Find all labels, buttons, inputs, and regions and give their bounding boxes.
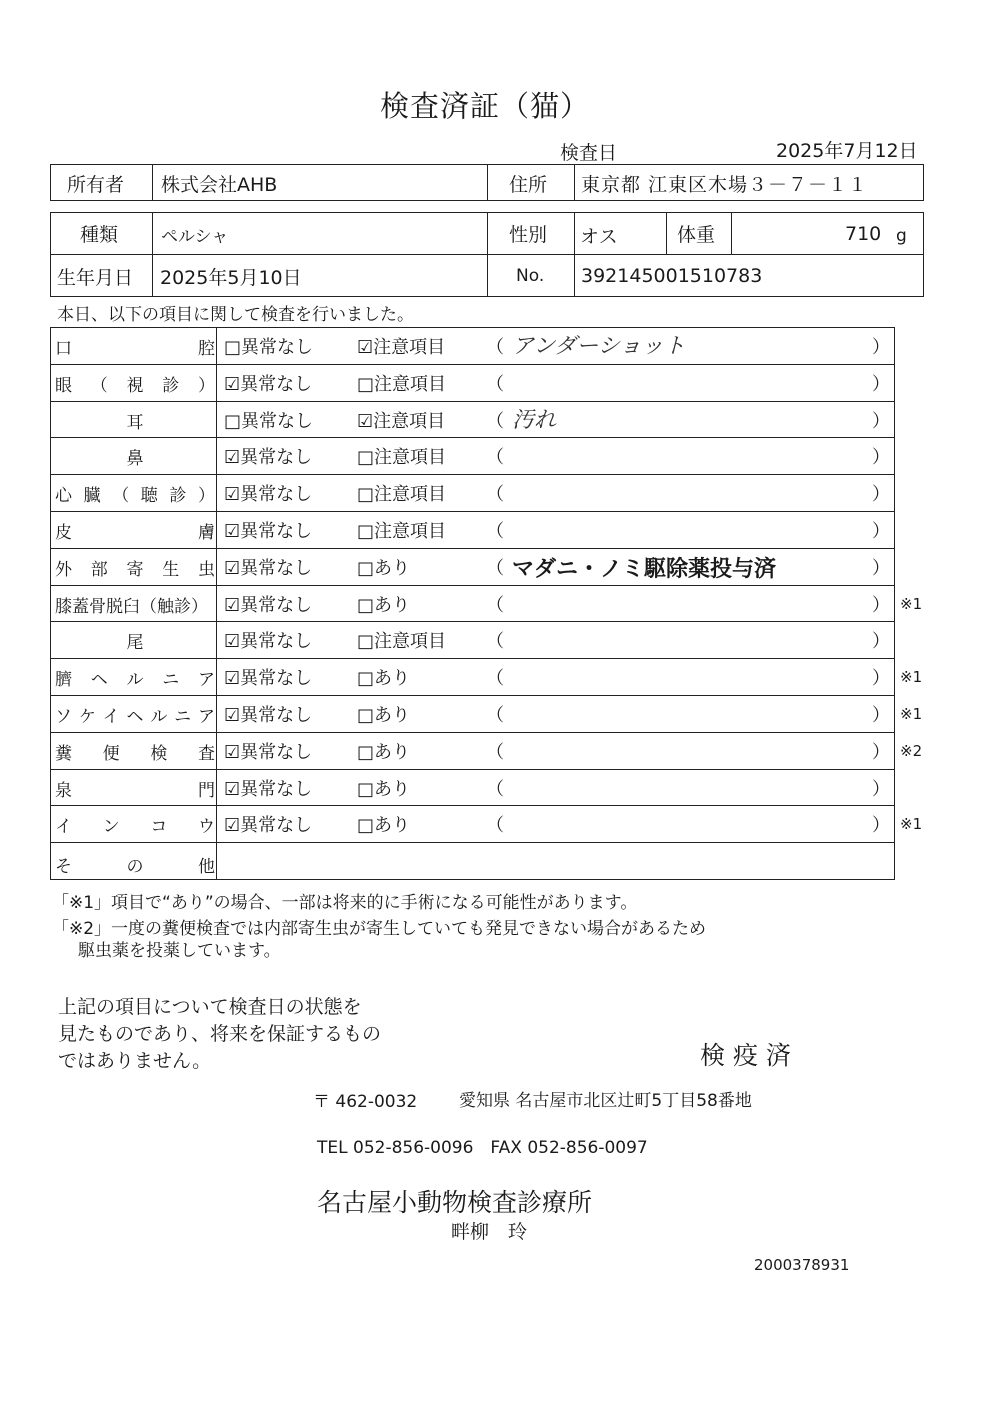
comment-open-paren: （ (486, 447, 504, 469)
row-label: 鼻 (126, 449, 144, 470)
checkbox-normal[interactable]: ☑異常なし (224, 631, 313, 653)
comment-close-paren: ） (872, 668, 890, 690)
row-note: ※1 (900, 815, 923, 834)
checkbox-normal[interactable]: ☑異常なし (224, 447, 313, 469)
checkbox-normal[interactable]: ☑異常なし (224, 778, 313, 800)
comment-open-paren: （ (486, 594, 504, 616)
birth-value: 2025年5月10日 (160, 267, 302, 289)
comment-close-paren: ） (872, 741, 890, 763)
disclaimer-line-1: 上記の項目について検査日の状態を (58, 996, 362, 1018)
table-row (50, 511, 895, 548)
birth-label: 生年月日 (57, 267, 134, 289)
table-row (50, 621, 895, 658)
address-value: 東京都 江東区木場３－７－１１ (581, 174, 869, 196)
breed-label: 種類 (80, 224, 119, 246)
comment-close-paren: ） (872, 815, 890, 837)
checkbox-normal[interactable]: □異常なし (224, 410, 314, 432)
table-row (50, 585, 923, 622)
row-label: 心 臓 （ 聴 診 ） (55, 486, 215, 507)
sex-label: 性別 (509, 224, 548, 246)
checkbox-caution[interactable]: □あり (357, 557, 411, 579)
address-label: 住所 (509, 174, 548, 196)
table-row (50, 805, 923, 842)
owner-value: 株式会社AHB (161, 174, 278, 196)
comment-open-paren: （ (486, 373, 504, 395)
checkbox-caution[interactable]: □あり (357, 705, 411, 726)
number-label: No. (516, 266, 545, 286)
comment-close-paren: ） (872, 778, 890, 800)
checkbox-normal[interactable]: ☑異常なし (224, 705, 313, 726)
table-row (50, 695, 923, 732)
table-row (50, 364, 895, 401)
comment-open-paren: （ (486, 484, 504, 506)
comment-open-paren: （ (486, 410, 504, 432)
breed-value: ペルシャ (161, 227, 229, 247)
checkbox-caution[interactable]: □注意項目 (357, 631, 447, 653)
other-label: そ の 他 (55, 857, 215, 877)
table-row (50, 401, 895, 438)
row-label: 膝蓋骨脱臼（触診） (55, 596, 208, 617)
checkbox-caution[interactable]: □あり (357, 815, 411, 837)
row-divider (50, 842, 895, 843)
row-note: ※1 (900, 705, 923, 723)
clinic-address: 愛知県 名古屋市北区辻町5丁目58番地 (459, 1091, 752, 1111)
row-label: 臍 ヘ ル ニ ア (55, 670, 215, 691)
comment-open-paren: （ (486, 778, 504, 800)
row-label: 糞 便 検 査 (55, 743, 215, 764)
checkbox-caution[interactable]: □あり (357, 778, 411, 800)
table-row (50, 732, 923, 769)
inspection-date-label: 検査日 (560, 142, 618, 164)
table-row (50, 769, 895, 806)
checkbox-caution[interactable]: □注意項目 (357, 373, 447, 395)
row-label: 泉 門 (55, 780, 215, 801)
checkbox-caution[interactable]: □注意項目 (357, 484, 447, 506)
checkbox-caution[interactable]: □注意項目 (357, 521, 447, 542)
serial-number: 2000378931 (754, 1256, 850, 1274)
checkbox-normal[interactable]: ☑異常なし (224, 373, 313, 395)
row-label: 口 腔 (55, 339, 215, 359)
intro-text: 本日、以下の項目に関して検査を行いました。 (57, 305, 414, 325)
sex-value: オス (580, 226, 618, 248)
table-row (50, 548, 895, 585)
comment-open-paren: （ (486, 668, 504, 690)
comment-close-paren: ） (872, 484, 890, 506)
comment-text: 汚れ (512, 407, 557, 433)
checkbox-caution[interactable]: □あり (357, 741, 411, 763)
comment-open-paren: （ (486, 631, 504, 653)
comment-close-paren: ） (872, 373, 890, 395)
row-label: 皮 膚 (55, 523, 215, 543)
comment-close-paren: ） (872, 705, 890, 726)
comment-open-paren: （ (486, 741, 504, 763)
checkbox-normal[interactable]: ☑異常なし (224, 741, 313, 763)
number-value: 392145001510783 (581, 265, 763, 287)
comment-open-paren: （ (486, 337, 504, 358)
row-note: ※2 (900, 741, 923, 760)
checkbox-caution[interactable]: □あり (357, 668, 411, 690)
comment-close-paren: ） (872, 337, 890, 358)
weight-label: 体重 (677, 224, 716, 246)
comment-text: アンダーショット (512, 334, 686, 359)
comment-close-paren: ） (872, 631, 890, 653)
checkbox-normal[interactable]: □異常なし (224, 337, 314, 358)
row-label: 尾 (126, 633, 144, 654)
table-row (50, 474, 895, 511)
comment-close-paren: ） (872, 594, 890, 616)
checkbox-normal[interactable]: ☑異常なし (224, 484, 313, 506)
owner-label: 所有者 (67, 174, 125, 196)
row-label: 外 部 寄 生 虫 (55, 559, 215, 580)
quarantine-stamp: 検 疫 済 (700, 1041, 791, 1070)
row-note: ※1 (900, 668, 923, 687)
comment-open-paren: （ (486, 557, 504, 579)
disclaimer-line-3: ではありません。 (58, 1050, 212, 1072)
table-row (50, 437, 895, 474)
comment-open-paren: （ (486, 705, 504, 726)
comment-open-paren: （ (486, 521, 504, 542)
weight-unit: g (896, 226, 907, 246)
clinic-name: 名古屋小動物検査診療所 (317, 1188, 593, 1217)
row-label: イ ン コ ウ (55, 817, 215, 838)
inspection-date: 2025年7月12日 (776, 140, 918, 162)
row-note: ※1 (900, 594, 923, 613)
comment-close-paren: ） (872, 410, 890, 432)
checkbox-caution[interactable]: □あり (357, 594, 411, 616)
row-label: ソ ケ イ ヘ ル ニ ア (55, 707, 215, 727)
footnote-2: 「※2」一度の糞便検査では内部寄生虫が寄生していても発見できない場合があるため (52, 919, 707, 939)
checkbox-normal[interactable]: ☑異常なし (224, 594, 313, 616)
checkbox-normal[interactable]: ☑異常なし (224, 668, 313, 690)
checkbox-normal[interactable]: ☑異常なし (224, 521, 313, 542)
comment-close-paren: ） (872, 557, 890, 579)
disclaimer-line-2: 見たものであり、将来を保証するもの (58, 1023, 382, 1045)
table-row (50, 327, 895, 364)
footnote-1: 「※1」項目で“あり”の場合、一部は将来的に手術になる可能性があります。 (52, 893, 638, 913)
row-label: 耳 (126, 412, 144, 433)
vet-name: 畔柳 玲 (451, 1221, 528, 1243)
weight-value: 710 (845, 223, 882, 245)
checkbox-caution[interactable]: ☑注意項目 (357, 410, 446, 432)
comment-open-paren: （ (486, 815, 504, 837)
comment-close-paren: ） (872, 521, 890, 542)
comment-text: マダニ・ノミ駆除薬投与済 (512, 556, 777, 582)
checkbox-caution[interactable]: □注意項目 (357, 447, 447, 469)
row-label: 眼 （ 視 診 ） (55, 375, 215, 396)
table-row (50, 658, 923, 695)
checkbox-caution[interactable]: ☑注意項目 (357, 337, 446, 358)
postal-code: 〒 462-0032 (313, 1092, 418, 1112)
comment-close-paren: ） (872, 447, 890, 469)
clinic-phone: TEL 052-856-0096 FAX 052-856-0097 (317, 1138, 648, 1158)
footnote-2-cont: 駆虫薬を投薬しています。 (78, 941, 281, 961)
checkbox-normal[interactable]: ☑異常なし (224, 815, 313, 837)
checkbox-normal[interactable]: ☑異常なし (224, 557, 313, 579)
document-title: 検査済証（猫） (379, 89, 590, 123)
